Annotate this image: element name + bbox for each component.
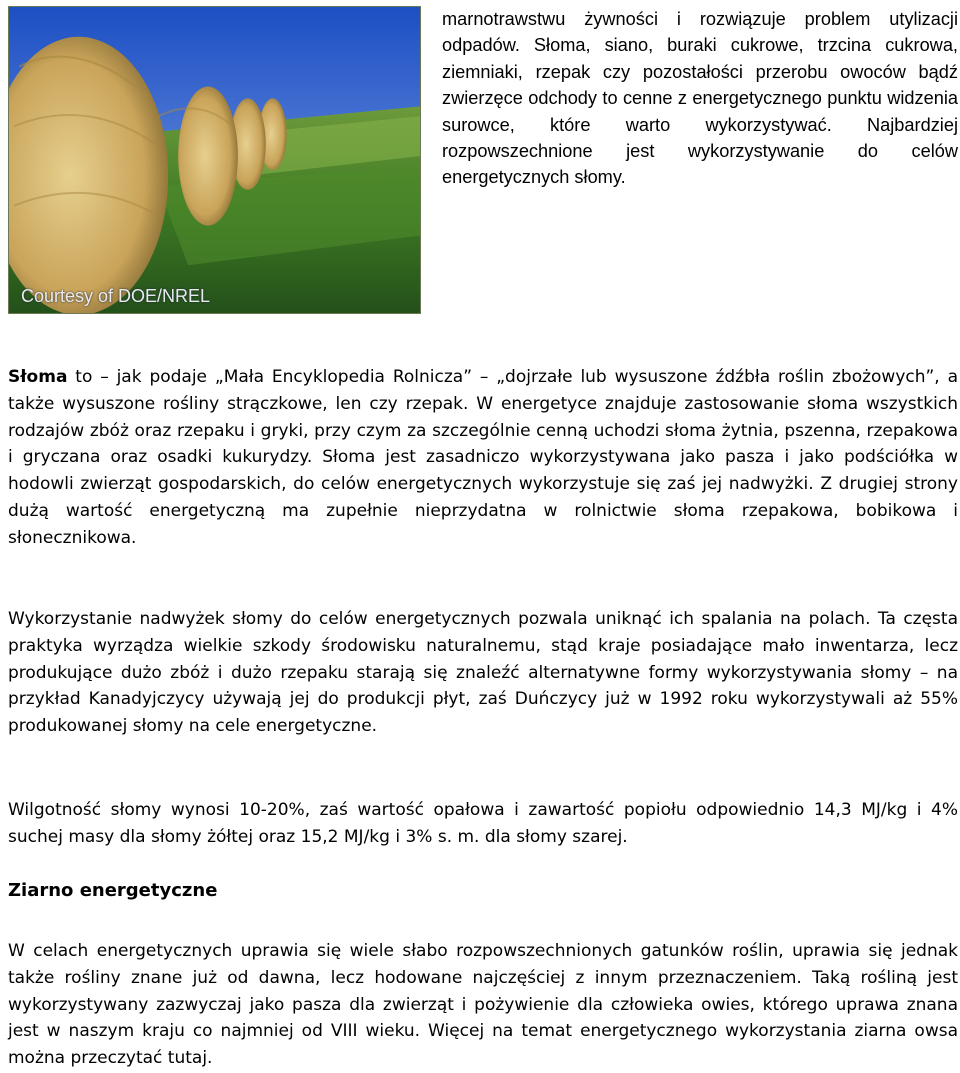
section-heading: Ziarno energetyczne <box>8 880 218 901</box>
hay-bales-illustration <box>9 7 420 313</box>
term-sloma: Słoma <box>8 367 68 387</box>
paragraph-wykorzystanie: Wykorzystanie nadwyżek słomy do celów energetycznych pozwala uniknąć ich spalania na polach. Ta częsta praktyka wyrządza wielkie szkody środowisku naturalnemu, stąd kraje posiadające mało inwentarza, lecz produkujące dużo zbóż i dużo rzepaku starają się znaleźć alternatywne formy wykorzystywania słomy – na przykład Kanadyjczycy używają jej do produkcji płyt, zaś Duńczycy już w 1992 roku wykorzystywali aż 55% produkowanej słomy na cele energetyczne. <box>8 609 958 737</box>
paragraph-sloma <box>8 364 958 552</box>
paragraph-ziarno: W celach energetycznych uprawia się wiele słabo rozpowszechnionych gatunków roślin, uprawia się jednak także rośliny znane już od dawna, lecz hodowane najczęściej z innym przeznaczeniem. Taką rośliną jest wykorzystywany zazwyczaj jako pasza dla zwierząt i pożywienie dla człowieka owies, którego uprawa znana jest w naszym kraju co najmniej od VIII wieku. Więcej na temat energetycznego wykorzystania ziarna owsa można przeczytać tutaj. <box>8 941 958 1069</box>
paragraph-sloma-text: to – jak podaje „Mała Encyklopedia Rolnicza” – „dojrzałe lub wysuszone źdźbła roślin zbożowych”, a także wysuszone rośliny strączkowe, len czy rzepak. W energetyce znajduje zastosowanie słoma wszystkich rodzajów zbóż oraz rzepaku i gryki, przy czym za szczególnie cenną uchodzi słoma żytnia, pszenna, rzepakowa i gryczana oraz osadki kukurydzy. Słoma jest zasadniczo wykorzystywana jako pasza i jako podściółka w hodowli zwierząt gospodarskich, do celów energetycznych wykorzystuje się zaś jej nadwyżki. Z drugiej strony dużą wartość energetyczną ma zupełnie nieprzydatna w rolnictwie słoma rzepakowa, bobikowa i słonecznikowa. <box>8 367 958 548</box>
photo-caption: Courtesy of DOE/NREL <box>21 286 211 306</box>
paragraph-wilgotnosc: Wilgotność słomy wynosi 10-20%, zaś wartość opałowa i zawartość popiołu odpowiednio 14,3 MJ/kg i 4% suchej masy dla słomy żółtej oraz 15,2 MJ/kg i 3% s. m. dla słomy szarej. <box>8 800 958 847</box>
side-paragraph: marnotrawstwu żywności i rozwiązuje problem utylizacji odpadów. Słoma, siano, buraki cukrowe, trzcina cukrowa, ziemniaki, rzepak czy pozostałości przerobu owoców bądź zwierzęce odchody to cenne z energetycznego punktu widzenia surowce, które warto wykorzystywać. Najbardziej rozpowszechnione jest wykorzystywanie do celów energetycznych słomy. <box>442 9 958 188</box>
hay-bales-photo <box>8 6 421 314</box>
